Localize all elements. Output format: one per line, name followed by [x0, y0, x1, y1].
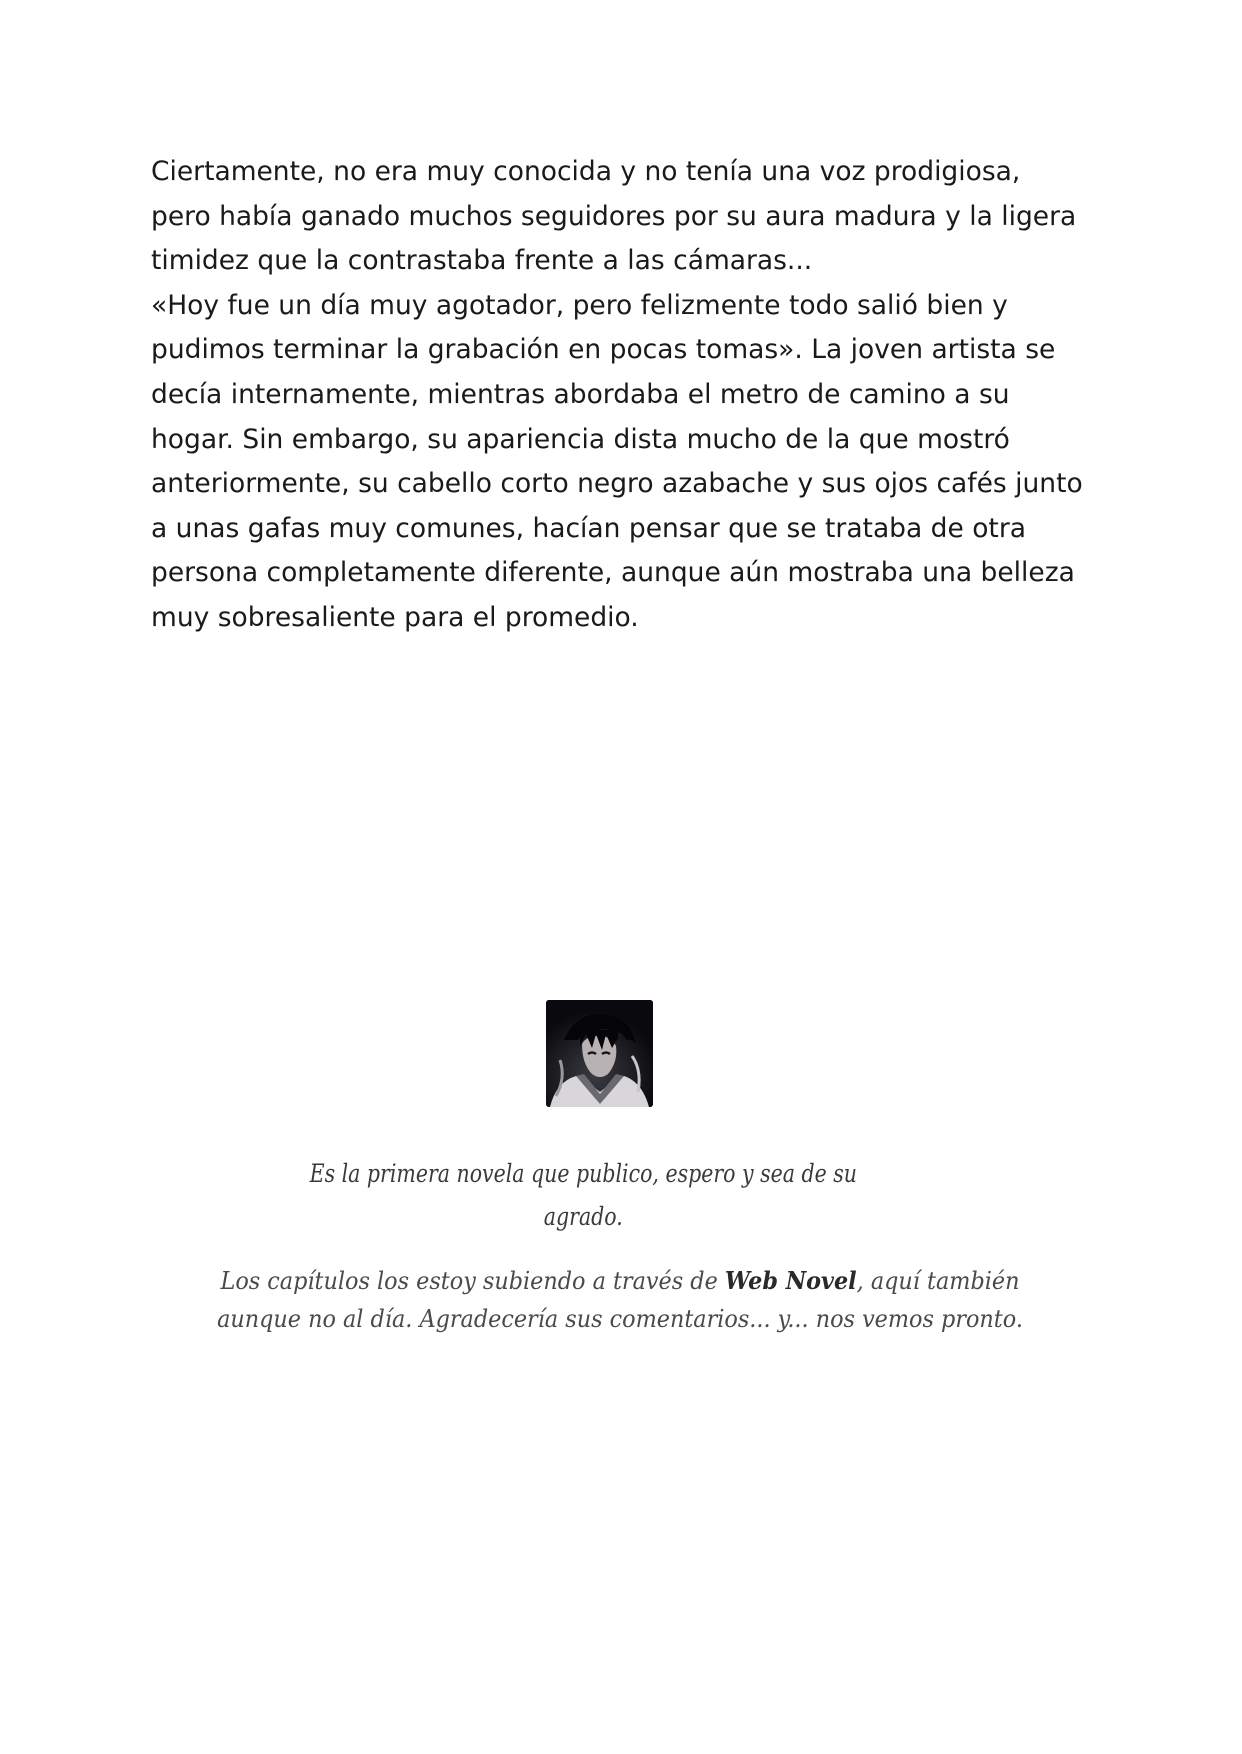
author-note-suffix: , aquí también	[856, 1267, 1020, 1295]
author-note-line-3	[183, 1262, 1057, 1300]
story-paragraph-1: Ciertamente, no era muy conocida y no tenía una voz prodigiosa, pero había ganado muchos seguidores por su aura madura y la ligera timidez que la contrastaba frente a las cámaras...	[151, 156, 1077, 277]
author-note-first	[292, 1152, 874, 1238]
story-text	[151, 150, 1101, 641]
author-note-second	[183, 1262, 1057, 1338]
author-note-line-2: agrado.	[543, 1202, 623, 1231]
author-note-prefix: Los capítulos los estoy subiendo a través de	[220, 1267, 725, 1295]
author-avatar	[546, 1000, 653, 1107]
avatar-portrait-image	[546, 1000, 653, 1107]
web-novel-platform-name: Web Novel	[724, 1266, 857, 1295]
author-note-line-1: Es la primera novela que publico, espero y sea de su	[309, 1159, 857, 1188]
story-paragraph-2: «Hoy fue un día muy agotador, pero felizmente todo salió bien y pudimos terminar la grabación en pocas tomas». La joven artista se decía internamente, mientras abordaba el metro de camino a su hogar. Sin embargo, su apariencia dista mucho de la que mostró anteriormente, su cabello corto negro azabache y sus ojos cafés junto a unas gafas muy comunes, hacían pensar que se trataba de otra persona completamente diferente, aunque aún mostraba una belleza muy sobresaliente para el promedio.	[151, 289, 1083, 633]
author-note-line-4: aunque no al día. Agradecería sus comentarios... y... nos vemos pronto.	[217, 1305, 1023, 1333]
